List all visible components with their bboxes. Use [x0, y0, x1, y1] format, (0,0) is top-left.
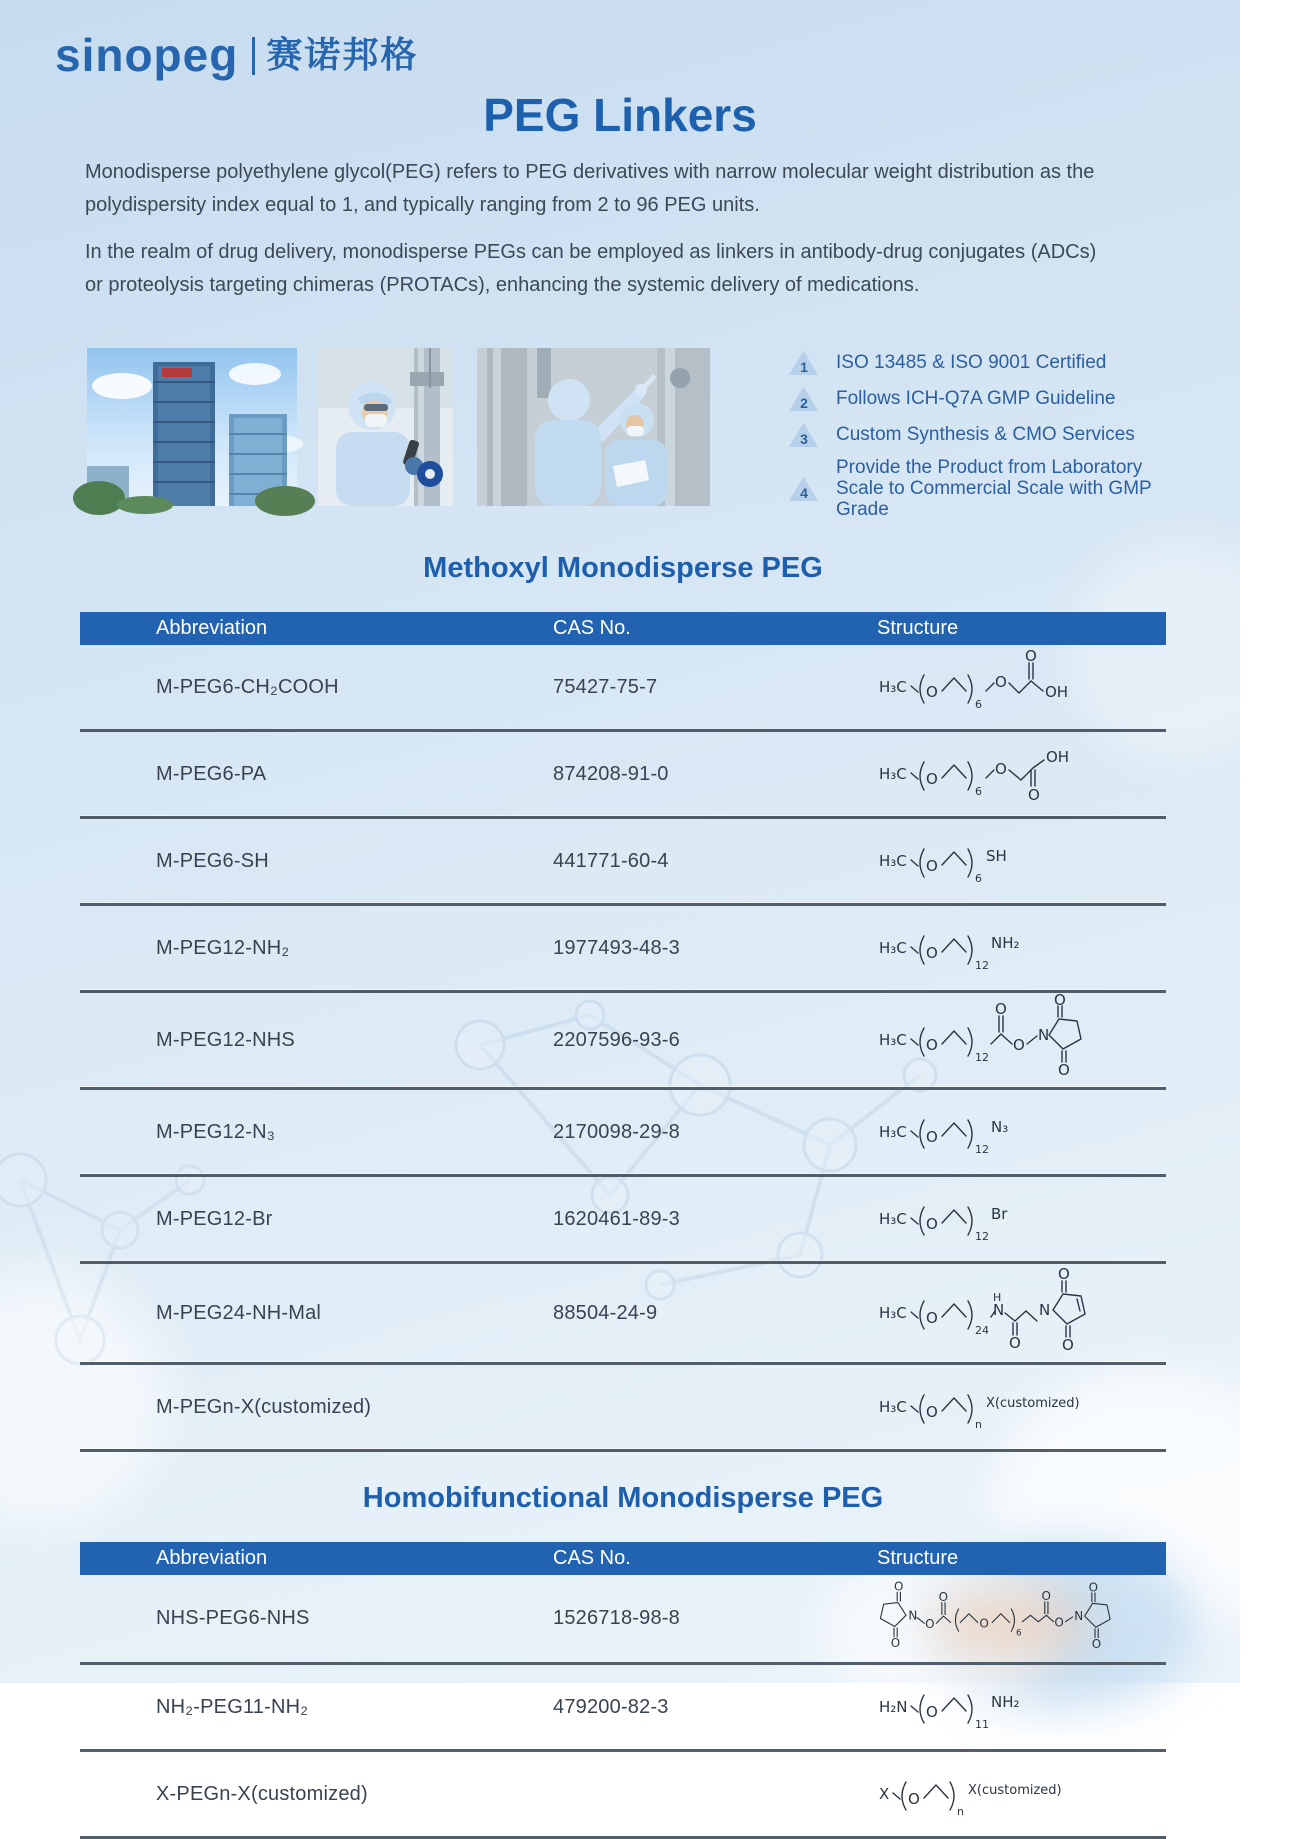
svg-text:H₃C: H₃C: [879, 1123, 907, 1141]
triangle-badge-icon: [788, 385, 819, 412]
col-header-abbreviation: Abbreviation: [156, 617, 268, 639]
svg-text:H₃C: H₃C: [879, 1031, 907, 1049]
svg-text:O: O: [979, 1616, 989, 1631]
svg-text:H₃C: H₃C: [879, 678, 907, 696]
col-header-structure: Structure: [877, 1547, 959, 1569]
cas-cell: 88504-24-9: [553, 1301, 658, 1324]
svg-text:H: H: [993, 1291, 1002, 1304]
data-table: [80, 612, 1166, 1452]
intro-paragraph-2: In the realm of drug delivery, monodisperse PEGs can be employed as linkers in antibody-drug conjugates (ADCs) or proteolysis targeting chimeras (PROTACs), enhancing the systemic delivery of medications.: [85, 241, 1097, 296]
svg-text:n: n: [975, 1418, 982, 1431]
feature-text: ISO 13485 & ISO 9001 Certified: [836, 352, 1107, 373]
svg-text:1: 1: [800, 359, 808, 375]
structure-diagram: [877, 1090, 1027, 1174]
table-header-row: [80, 1542, 1166, 1575]
structure-cell: [877, 1579, 1166, 1652]
svg-text:12: 12: [975, 1143, 989, 1156]
svg-text:O: O: [995, 1000, 1007, 1018]
cas-cell: 1977493-48-3: [553, 936, 680, 959]
structure-cell: [877, 991, 1166, 1082]
svg-text:12: 12: [975, 1051, 989, 1064]
page-title: PEG Linkers: [483, 89, 757, 141]
logo-chinese-name: 赛诺邦格: [266, 34, 419, 75]
table-row: [80, 903, 1166, 990]
abbreviation-cell: X-PEGn-X(customized): [156, 1782, 368, 1805]
svg-text:O: O: [1058, 1061, 1070, 1079]
structure-diagram: [877, 906, 1039, 990]
svg-text:O: O: [926, 1036, 938, 1054]
table-row: [80, 1261, 1166, 1362]
table-row: [80, 1749, 1166, 1836]
abbreviation-cell: M-PEG12-NH₂: [156, 936, 290, 959]
structure-diagram: [877, 1579, 1120, 1652]
structure-cell: [877, 1752, 1166, 1836]
feature-text: Custom Synthesis & CMO Services: [836, 424, 1135, 445]
structure-diagram: [877, 1177, 1027, 1261]
feature-item: [788, 385, 1188, 412]
features-list: [788, 349, 1188, 529]
svg-text:O: O: [1028, 786, 1040, 804]
svg-text:O: O: [995, 673, 1007, 691]
svg-text:O: O: [908, 1790, 920, 1808]
structure-cell: [877, 1665, 1166, 1749]
svg-text:O: O: [1088, 1580, 1099, 1595]
feature-text: Follows ICH-Q7A GMP Guideline: [836, 388, 1116, 409]
abbreviation-cell: M-PEG12-NHS: [156, 1028, 295, 1051]
structure-cell: [877, 645, 1166, 729]
svg-text:Br: Br: [991, 1205, 1008, 1223]
col-header-cas: CAS No.: [553, 1547, 631, 1569]
svg-text:O: O: [926, 944, 938, 962]
svg-text:NH₂: NH₂: [991, 934, 1020, 952]
svg-text:n: n: [957, 1805, 964, 1818]
svg-text:O: O: [925, 1617, 935, 1632]
col-header-cas: CAS No.: [553, 617, 631, 639]
table-header-row: [80, 612, 1166, 645]
col-header-abbreviation: Abbreviation: [156, 1547, 268, 1569]
svg-text:NH₂: NH₂: [991, 1693, 1020, 1711]
svg-text:H₃C: H₃C: [879, 1304, 907, 1322]
svg-text:O: O: [1058, 1265, 1070, 1283]
svg-text:O: O: [1009, 1334, 1021, 1352]
feature-item: [788, 457, 1188, 520]
table-row: [80, 645, 1166, 729]
company-buildings-photo: [87, 348, 297, 506]
svg-text:N: N: [1038, 1026, 1050, 1044]
svg-text:OH: OH: [1046, 748, 1070, 766]
cas-cell: 1526718-98-8: [553, 1607, 680, 1629]
cas-cell: 2207596-93-6: [553, 1028, 680, 1051]
feature-text: Provide the Product from Laboratory Scale to Commercial Scale with GMP Grade: [836, 457, 1152, 520]
section-title: Homobifunctional Monodisperse PEG: [362, 1482, 884, 1514]
structure-diagram: [877, 1665, 1039, 1749]
structure-diagram: [877, 732, 1081, 816]
abbreviation-cell: M-PEG6-CH₂COOH: [156, 675, 339, 698]
svg-text:O: O: [1041, 1589, 1051, 1604]
structure-diagram: [877, 645, 1083, 729]
structure-diagram: [877, 991, 1093, 1082]
logo-wordmark: sinopeg: [55, 29, 239, 81]
triangle-badge-icon: [788, 475, 819, 502]
abbreviation-cell: M-PEG12-N₃: [156, 1120, 276, 1143]
svg-text:12: 12: [975, 959, 989, 972]
cas-cell: 1620461-89-3: [553, 1207, 680, 1230]
svg-text:O: O: [890, 1636, 901, 1651]
svg-text:6: 6: [975, 785, 982, 798]
svg-text:X(customized): X(customized): [968, 1783, 1062, 1798]
svg-text:O: O: [926, 857, 938, 875]
structure-cell: [877, 1365, 1166, 1449]
svg-text:O: O: [1013, 1036, 1025, 1054]
svg-text:3: 3: [800, 431, 808, 447]
data-table: [80, 1542, 1166, 1839]
table-row: [80, 729, 1166, 816]
structure-cell: [877, 732, 1166, 816]
abbreviation-cell: NH₂-PEG11-NH₂: [156, 1695, 309, 1718]
feature-item: [788, 349, 1188, 376]
svg-text:X(customized): X(customized): [986, 1396, 1080, 1411]
triangle-badge-icon: [788, 421, 819, 448]
abbreviation-cell: NHS-PEG6-NHS: [156, 1607, 310, 1629]
table-row: [80, 1362, 1166, 1449]
svg-text:O: O: [926, 1309, 938, 1327]
abbreviation-cell: M-PEG12-Br: [156, 1207, 273, 1230]
sections: [80, 550, 1166, 1839]
svg-text:O: O: [938, 1589, 949, 1604]
structure-diagram: [877, 1265, 1099, 1355]
cas-cell: 441771-60-4: [553, 849, 669, 872]
svg-text:6: 6: [975, 872, 982, 885]
abbreviation-cell: M-PEG24-NH-Mal: [156, 1301, 322, 1324]
svg-text:OH: OH: [1045, 683, 1069, 701]
svg-text:N: N: [1039, 1301, 1051, 1319]
svg-text:O: O: [1091, 1637, 1102, 1652]
logo-divider: [252, 37, 255, 75]
svg-text:6: 6: [1016, 1628, 1022, 1639]
section-title: Methoxyl Monodisperse PEG: [423, 552, 823, 584]
svg-text:O: O: [926, 770, 938, 788]
brand-logo: [55, 29, 419, 81]
svg-text:N₃: N₃: [991, 1118, 1009, 1136]
cleanroom-technician-photo: [318, 348, 453, 506]
feature-item: [788, 421, 1188, 448]
svg-text:O: O: [926, 1128, 938, 1146]
svg-text:4: 4: [800, 485, 808, 501]
cas-cell: 75427-75-7: [553, 675, 658, 698]
svg-text:N: N: [908, 1608, 918, 1623]
structure-diagram: [877, 1752, 1068, 1836]
svg-text:O: O: [1062, 1336, 1074, 1354]
structure-cell: [877, 1265, 1166, 1355]
svg-text:SH: SH: [986, 847, 1007, 865]
svg-text:O: O: [1054, 991, 1066, 1009]
svg-text:H₃C: H₃C: [879, 852, 907, 870]
svg-text:X: X: [879, 1785, 890, 1803]
intro-paragraphs: [85, 156, 1100, 302]
cas-cell: 2170098-29-8: [553, 1120, 680, 1143]
svg-text:H₃C: H₃C: [879, 1210, 907, 1228]
table-row: [80, 1087, 1166, 1174]
svg-text:O: O: [926, 683, 938, 701]
table-row: [80, 990, 1166, 1087]
cas-cell: 479200-82-3: [553, 1695, 669, 1718]
svg-text:24: 24: [975, 1324, 989, 1337]
svg-text:6: 6: [975, 698, 982, 711]
svg-text:O: O: [926, 1403, 938, 1421]
svg-text:O: O: [1054, 1615, 1064, 1630]
table-row: [80, 1575, 1166, 1662]
col-header-structure: Structure: [877, 617, 959, 639]
structure-diagram: [877, 819, 1022, 903]
triangle-badge-icon: [788, 349, 819, 376]
svg-text:O: O: [926, 1215, 938, 1233]
svg-text:2: 2: [800, 395, 808, 411]
svg-text:N: N: [993, 1301, 1005, 1319]
svg-text:H₃C: H₃C: [879, 1398, 907, 1416]
svg-text:H₂N: H₂N: [879, 1698, 908, 1716]
svg-text:12: 12: [975, 1230, 989, 1243]
structure-cell: [877, 1090, 1166, 1174]
svg-text:O: O: [926, 1703, 938, 1721]
structure-cell: [877, 906, 1166, 990]
table-row: [80, 1662, 1166, 1749]
table-row: [80, 816, 1166, 903]
svg-text:H₃C: H₃C: [879, 765, 907, 783]
svg-text:O: O: [894, 1579, 904, 1594]
svg-text:O: O: [1025, 647, 1037, 665]
cleanroom-team-photo: [477, 348, 710, 506]
cas-cell: 874208-91-0: [553, 762, 669, 785]
structure-cell: [877, 819, 1166, 903]
abbreviation-cell: M-PEG6-PA: [156, 762, 267, 785]
svg-text:N: N: [1074, 1609, 1084, 1624]
svg-text:O: O: [995, 760, 1007, 778]
table-row: [80, 1174, 1166, 1261]
svg-text:11: 11: [975, 1718, 989, 1731]
abbreviation-cell: M-PEGn-X(customized): [156, 1395, 372, 1418]
svg-text:H₃C: H₃C: [879, 939, 907, 957]
intro-paragraph-1: Monodisperse polyethylene glycol(PEG) refers to PEG derivatives with narrow molecular weight distribution as the polydispersity index equal to 1, and typically ranging from 2 to 96 PEG units.: [85, 161, 1095, 216]
abbreviation-cell: M-PEG6-SH: [156, 849, 269, 872]
structure-diagram: [877, 1365, 1086, 1449]
structure-cell: [877, 1177, 1166, 1261]
